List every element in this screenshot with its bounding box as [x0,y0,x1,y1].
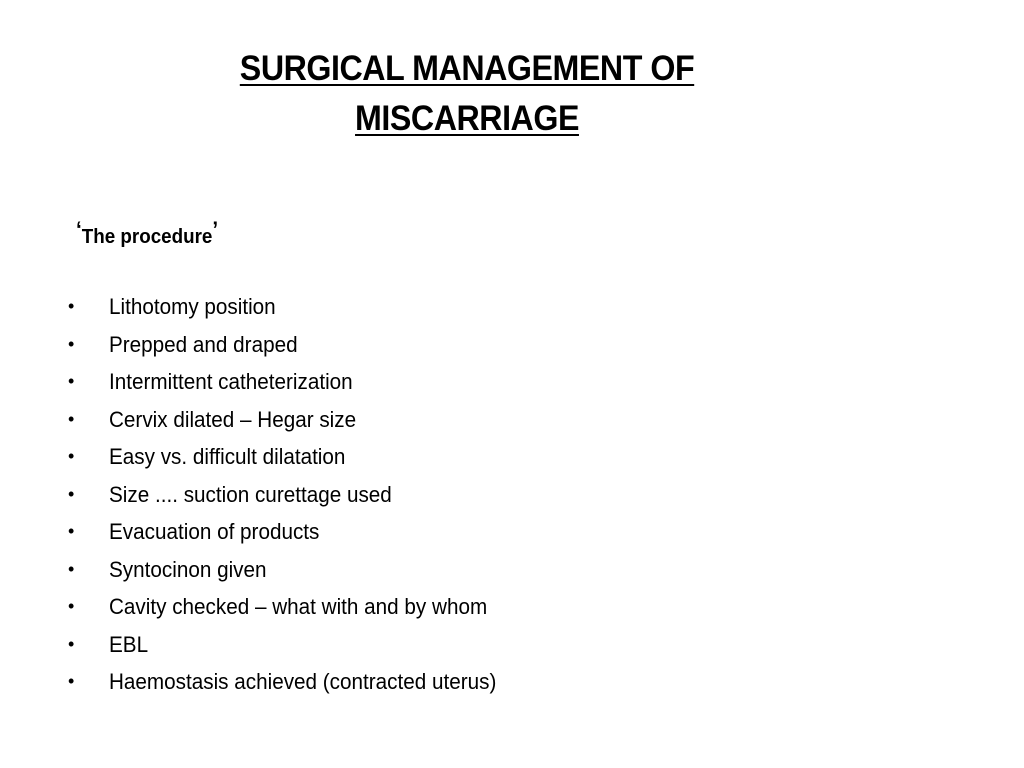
bullet-icon: • [68,483,75,504]
subtitle-close-quote: ’ [212,217,219,242]
list-item-label: EBL [109,631,149,657]
list-item-label: Size .... suction curettage used [109,481,392,507]
bullet-icon: • [68,521,75,541]
slide-title-line-1: SURGICAL MANAGEMENT OF [239,49,695,88]
section-subtitle [76,215,218,252]
list-item-label: Syntocinon given [109,556,267,582]
bullet-icon: • [68,408,75,429]
list-item-label: Lithotomy position [109,294,276,319]
list-item-label: Cavity checked – what with and by whom [109,594,488,619]
bullet-icon: • [68,296,75,316]
list-item-label: Intermittent catheterization [109,369,353,394]
subtitle-open-quote: ‘ [76,217,82,242]
bullet-icon: • [68,596,75,616]
slide-title [185,44,750,144]
list-item-label: Cervix dilated – Hegar size [109,406,357,432]
list-item-label: Easy vs. difficult dilatation [109,444,346,469]
list-item-label: Evacuation of products [109,519,320,544]
bullet-icon: • [68,371,75,391]
list-item-label: Haemostasis achieved (contracted uterus) [109,669,497,694]
bullet-icon: • [68,446,75,466]
subtitle-text: The procedure [81,226,213,248]
bullet-icon: • [68,671,75,691]
slide-title-line-2: MISCARRIAGE [355,99,579,138]
bullet-icon: • [68,333,75,354]
bullet-icon: • [68,558,75,579]
bullet-icon: • [68,633,75,654]
list-item-label: Prepped and draped [109,331,298,357]
